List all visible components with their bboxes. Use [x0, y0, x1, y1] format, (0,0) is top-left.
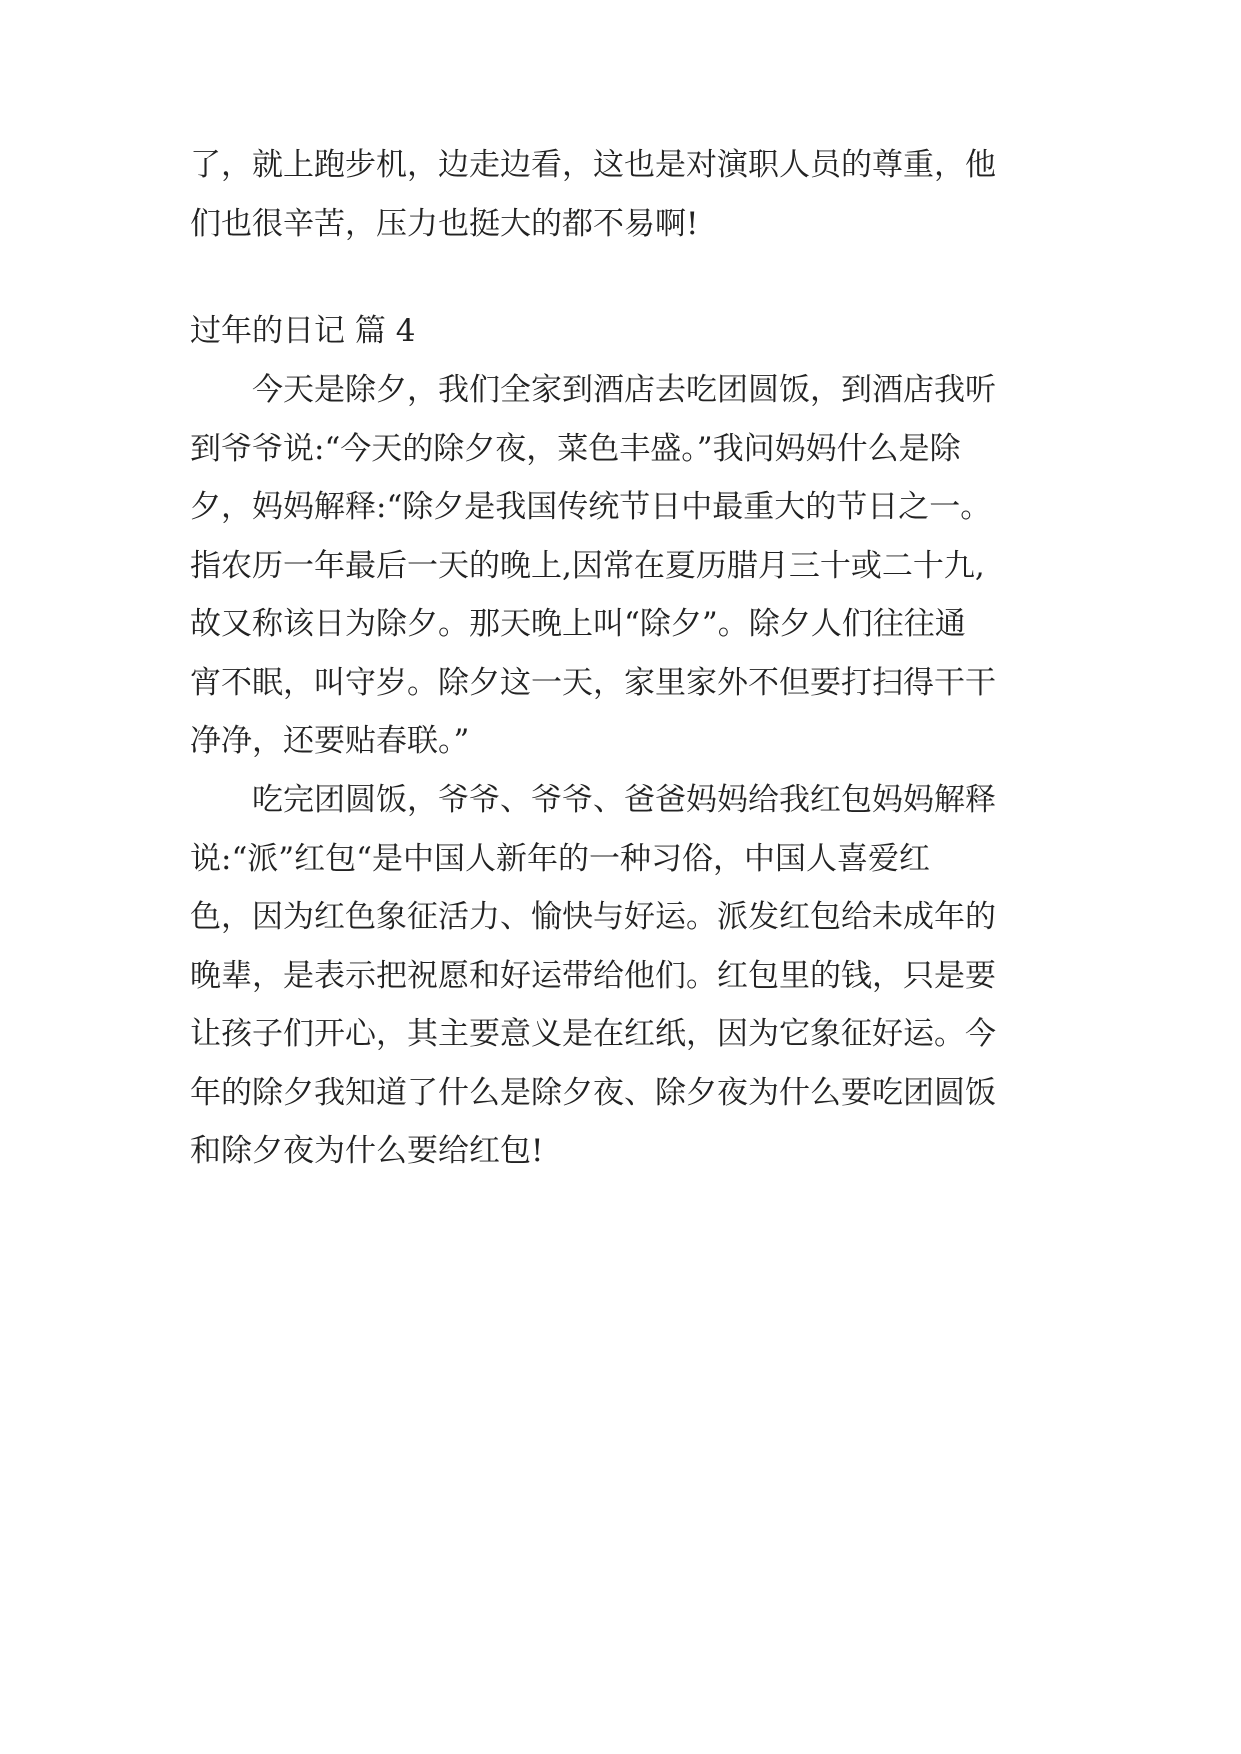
paragraph-line: 年的除夕我知道了什么是除夕夜、除夕夜为什么要吃团圆饭 [190, 1074, 996, 1111]
paragraph-line: 净净，还要贴春联。” [190, 723, 470, 759]
paragraph-1 [190, 361, 1070, 771]
paragraph-line: 夕，妈妈解释:“除夕是我国传统节日中最重大的节日之一。 [190, 489, 992, 525]
paragraph-line: 和除夕夜为什么要给红包! [190, 1133, 544, 1169]
paragraph-line: 宵不眠，叫守岁。除夕这一天，家里家外不但要打扫得干干 [190, 664, 996, 701]
paragraph-line: 说:“派”红包“是中国人新年的一种习俗，中国人喜爱红 [190, 840, 930, 877]
continuation-paragraph [190, 136, 1070, 253]
paragraph-line: 晚辈，是表示把祝愿和好运带给他们。红包里的钱，只是要 [190, 957, 996, 994]
paragraph-line: 们也很辛苦，压力也挺大的都不易啊! [190, 205, 699, 242]
paragraph-line: 故又称该日为除夕。那天晚上叫“除夕”。除夕人们往往通 [190, 606, 966, 642]
paragraph-line: 指农历一年最后一天的晚上,因常在夏历腊月三十或二十九, [190, 547, 985, 584]
section-heading: 过年的日记 篇 4 [190, 313, 416, 349]
paragraph-line: 吃完团圆饭，爷爷、爷爷、爸爸妈妈给我红包妈妈解释 [252, 782, 996, 818]
paragraph-2 [190, 771, 1070, 1181]
paragraph-line: 让孩子们开心，其主要意义是在红纸，因为它象征好运。今 [190, 1016, 996, 1052]
paragraph-line: 色，因为红色象征活力、愉快与好运。派发红包给未成年的 [190, 899, 996, 935]
paragraph-line: 到爷爷说:“今天的除夕夜，菜色丰盛。”我问妈妈什么是除 [190, 430, 961, 467]
paragraph-line: 了，就上跑步机，边走边看，这也是对演职人员的尊重，他 [190, 147, 996, 183]
section-heading-block [190, 302, 1070, 361]
paragraph-line: 今天是除夕，我们全家到酒店去吃团圆饭，到酒店我听 [252, 372, 996, 408]
